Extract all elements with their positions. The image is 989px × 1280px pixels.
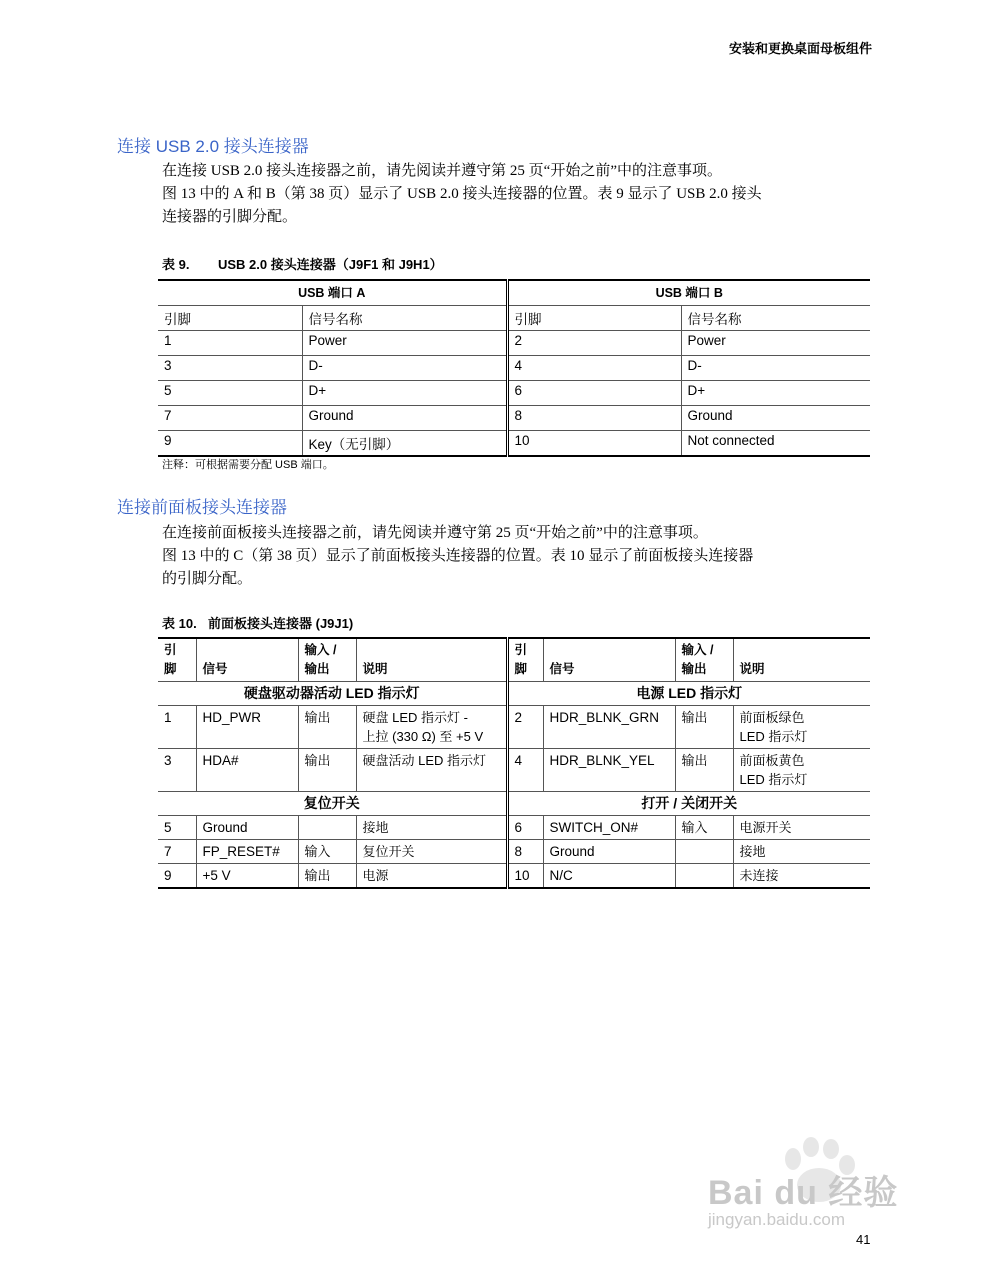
pin-cell: 6 [507,816,543,840]
col-header-pin: 引脚 [158,306,302,331]
paragraph-line: 在连接前面板接头连接器之前，请先阅读并遵守第 25 页“开始之前”中的注意事项。 [162,525,708,541]
col-header-pin: 引 脚 [158,638,196,682]
col-header-signal: 信号名称 [681,306,870,331]
io-cell: 输出 [298,749,356,792]
pin-cell: 10 [514,868,530,883]
table-row [158,356,870,381]
io-cell: 输出 [675,749,733,792]
description-cell: 前面板黄色 LED 指示灯 [733,749,870,792]
col-header-pin: 引 脚 [507,638,543,682]
col-header-description: 说明 [356,638,507,682]
io-cell: 输入 [298,840,356,864]
signal-cell: Ground [196,816,298,840]
pin-cell: 1 [158,706,196,749]
table9-caption [162,254,443,273]
description-cell: 硬盘 LED 指示灯 - 上拉 (330 Ω) 至 +5 V [356,706,507,749]
table-row [158,406,870,431]
group-header-power-led: 电源 LED 指示灯 [507,682,870,706]
description-cell: 接地 [356,816,507,840]
table-row [158,840,870,864]
description-cell: 电源开关 [733,816,870,840]
signal-cell: HDR_BLNK_GRN [543,706,675,749]
signal-cell: Ground [681,406,870,431]
signal-cell: +5 V [196,864,298,889]
signal-cell: D- [302,356,507,381]
table10-caption [162,613,353,632]
paragraph-line: 在连接 USB 2.0 接头连接器之前，请先阅读并遵守第 25 页“开始之前”中的注意事项。 [162,163,722,179]
col-header-pin: 引脚 [507,306,681,331]
io-cell: 输入 [675,816,733,840]
table-row [158,749,870,792]
signal-cell: Ground [302,406,507,431]
table-row [158,431,870,457]
page-number: 41 [856,1232,871,1247]
signal-cell: N/C [543,864,675,889]
usb-pinout-table [158,279,870,457]
col-header-signal: 信号 [196,638,298,682]
col-header-io: 输入 / 输出 [675,638,733,682]
pin-cell: 7 [158,840,196,864]
paragraph-line: 连接器的引脚分配。 [162,209,298,225]
table-row [158,706,870,749]
signal-cell: HD_PWR [196,706,298,749]
description-cell: 电源 [356,864,507,889]
usb-port-a-header: USB 端口 A [158,280,507,306]
description-cell: 未连接 [733,864,870,889]
col-header-signal: 信号名称 [302,306,507,331]
signal-cell: HDA# [196,749,298,792]
description-cell: 硬盘活动 LED 指示灯 [356,749,507,792]
pin-cell: 2 [507,331,681,356]
signal-cell: HDR_BLNK_YEL [543,749,675,792]
table-row [158,381,870,406]
pin-cell: 8 [507,840,543,864]
pin-cell: 4 [507,749,543,792]
description-cell: 接地 [733,840,870,864]
usb-port-b-header: USB 端口 B [507,280,870,306]
section-front-panel-paragraph [162,522,882,591]
pin-cell: 1 [158,331,302,356]
section-title-usb: 连接 USB 2.0 接头连接器 [117,137,309,156]
col-header-io: 输入 / 输出 [298,638,356,682]
baidu-watermark-url: jingyan.baidu.com [708,1210,846,1229]
signal-cell: Ground [543,840,675,864]
pin-cell: 9 [164,868,172,883]
table9-title: USB 2.0 接头连接器（J9F1 和 J9H1） [218,257,443,272]
description-cell: 复位开关 [356,840,507,864]
signal-cell: D+ [681,381,870,406]
pin-cell: 3 [158,356,302,381]
group-header-reset-switch: 复位开关 [158,792,507,816]
io-cell [675,840,733,864]
signal-cell: SWITCH_ON# [543,816,675,840]
table10-number: 表 10. [162,616,197,631]
signal-cell: Power [681,331,870,356]
table9-number: 表 9. [162,257,190,272]
pin-cell: 3 [158,749,196,792]
signal-cell: D- [681,356,870,381]
baidu-watermark-text: Bai du 经验 [708,1174,899,1212]
signal-cell: Not connected [681,431,870,457]
signal-cell: Key（无引脚） [302,431,507,457]
io-cell: 输出 [298,706,356,749]
signal-cell: Power [302,331,507,356]
pin-cell: 9 [164,433,172,448]
paragraph-line: 图 13 中的 C（第 38 页）显示了前面板接头连接器的位置。表 10 显示了前面板接头连接器 [162,548,754,564]
pin-cell: 5 [158,816,196,840]
pin-cell: 5 [158,381,302,406]
io-cell: 输出 [675,706,733,749]
paragraph-line: 的引脚分配。 [162,571,253,587]
pin-cell: 7 [158,406,302,431]
col-header-description: 说明 [733,638,870,682]
pin-cell: 4 [507,356,681,381]
table-row [158,331,870,356]
section-title-front-panel: 连接前面板接头连接器 [117,498,287,517]
io-cell: 输出 [298,864,356,889]
section-usb-paragraph [162,160,882,229]
paragraph-line: 图 13 中的 A 和 B（第 38 页）显示了 USB 2.0 接头连接器的位置。表 9 显示了 USB 2.0 接头 [162,186,762,202]
front-panel-pinout-table [158,637,870,889]
pin-cell: 6 [507,381,681,406]
table9-note: 注释：可根据需要分配 USB 端口。 [162,459,334,471]
pin-cell: 8 [507,406,681,431]
table10-title: 前面板接头连接器 (J9J1) [208,616,354,631]
group-header-hdd-led: 硬盘驱动器活动 LED 指示灯 [158,682,507,706]
col-header-signal: 信号 [543,638,675,682]
table-row [158,864,870,889]
group-header-power-switch: 打开 / 关闭开关 [507,792,870,816]
table-row [158,816,870,840]
io-cell [298,816,356,840]
pin-cell: 10 [514,433,530,448]
description-cell: 前面板绿色 LED 指示灯 [733,706,870,749]
io-cell [675,864,733,889]
signal-cell: D+ [302,381,507,406]
pin-cell: 2 [507,706,543,749]
signal-cell: FP_RESET# [196,840,298,864]
running-header: 安装和更换桌面母板组件 [728,41,872,56]
